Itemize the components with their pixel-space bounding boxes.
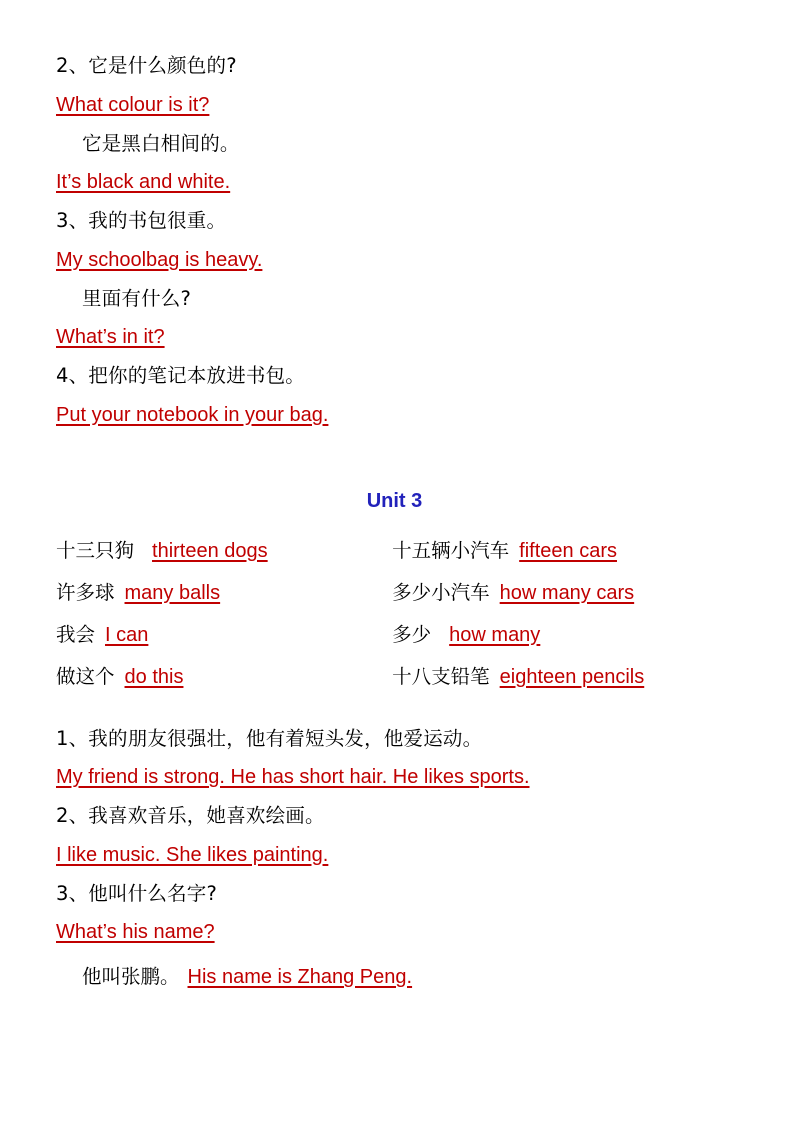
sentence-en: What’s in it? bbox=[56, 326, 165, 348]
vocabulary-cell bbox=[56, 577, 392, 605]
section-unit3-sentences bbox=[56, 726, 733, 990]
sentence-cn: 1、我的朋友很强壮，他有着短头发，他爱运动。 bbox=[56, 726, 483, 750]
sentence-cn: 3、我的书包很重。 bbox=[56, 209, 227, 232]
vocabulary-cn: 十八支铅笔 bbox=[392, 664, 490, 688]
sentence-en: My friend is strong. He has short hair. He likes sports. bbox=[56, 766, 530, 788]
unit-heading: Unit 3 bbox=[366, 489, 423, 512]
sentence-en: Put your notebook in your bag. bbox=[56, 403, 329, 426]
vocabulary-en: eighteen pencils bbox=[499, 665, 645, 688]
sentence-cn: 4、把你的笔记本放进书包。 bbox=[56, 364, 306, 387]
vocabulary-cell bbox=[392, 535, 733, 563]
sentence-en: His name is Zhang Peng. bbox=[187, 966, 413, 988]
vocabulary-row bbox=[56, 619, 733, 647]
sentence-cn: 它是黑白相间的。 bbox=[82, 131, 240, 155]
spacer bbox=[56, 444, 733, 490]
vocabulary-en: many balls bbox=[124, 581, 221, 604]
vocabulary-cell bbox=[392, 619, 733, 647]
vocabulary-row bbox=[56, 661, 733, 689]
sentence-cn: 2、我喜欢音乐，她喜欢绘画。 bbox=[56, 804, 325, 827]
vocabulary-en: thirteen dogs bbox=[152, 539, 268, 562]
vocabulary-cn: 做这个 bbox=[56, 664, 115, 688]
sentence-en: It’s black and white. bbox=[56, 171, 231, 193]
vocabulary-cn: 十三只狗 bbox=[56, 538, 135, 562]
vocabulary-cn: 十五辆小汽车 bbox=[392, 538, 510, 562]
vocabulary-cell bbox=[56, 619, 392, 647]
vocabulary-en: fifteen cars bbox=[519, 539, 617, 562]
sentence-en: What colour is it? bbox=[56, 93, 210, 116]
sentence-en: My schoolbag is heavy. bbox=[56, 248, 263, 271]
vocabulary-table bbox=[56, 535, 733, 689]
sentence-cn: 他叫张鹏。 bbox=[82, 965, 180, 988]
sentence-en: What’s his name? bbox=[56, 921, 215, 943]
vocabulary-en: how many cars bbox=[499, 581, 635, 604]
sentence-cn: 3、他叫什么名字? bbox=[56, 881, 218, 905]
vocabulary-cn: 多少小汽车 bbox=[392, 580, 490, 604]
vocabulary-cell bbox=[392, 661, 733, 689]
vocabulary-en: how many bbox=[449, 623, 541, 646]
vocabulary-row bbox=[56, 577, 733, 605]
vocabulary-cn: 多少 bbox=[392, 622, 432, 646]
sentence-cn: 2、它是什么颜色的? bbox=[56, 54, 237, 77]
vocabulary-row bbox=[56, 535, 733, 563]
vocabulary-cell bbox=[392, 577, 733, 605]
vocabulary-cn: 我会 bbox=[56, 622, 96, 646]
sentence-cn: 里面有什么? bbox=[82, 286, 192, 310]
sentence-en: I like music. She likes painting. bbox=[56, 843, 329, 866]
sentence-mixed bbox=[56, 961, 733, 989]
vocabulary-cell bbox=[56, 535, 392, 563]
vocabulary-en: I can bbox=[105, 623, 149, 646]
vocabulary-en: do this bbox=[124, 665, 184, 688]
section-unit2-sentences bbox=[56, 56, 733, 425]
vocabulary-cn: 许多球 bbox=[56, 580, 115, 604]
vocabulary-cell bbox=[56, 661, 392, 689]
